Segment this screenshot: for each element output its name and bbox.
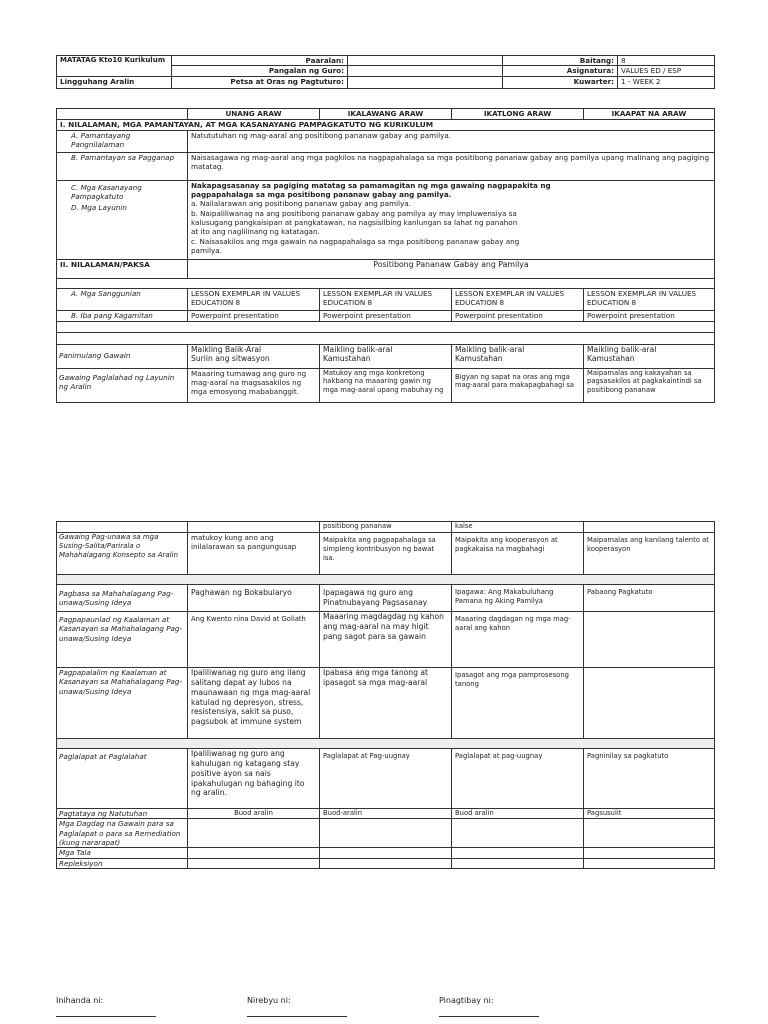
lesson-table-1 xyxy=(56,108,715,403)
layunin-label: D. Mga Layunin xyxy=(71,203,127,213)
section2-title: II. NILALAMAN/PAKSA xyxy=(57,259,188,278)
paglalapat-d2: Paglalapat at Pag-uugnay xyxy=(320,749,452,809)
palalim-d4 xyxy=(584,668,715,739)
tala-d3 xyxy=(452,848,584,858)
pagunawa-d2: Maipakita ang pagpapahalaga sa simpleng kontribusyon ng bawat isa. xyxy=(320,533,452,575)
panimula-d2-b: Kamustahan xyxy=(323,354,371,364)
sanggunian-d4: LESSON EXEMPLAR IN VALUES EDUCATION 8 xyxy=(584,288,715,310)
palalim-d2: Ipabasa ang mga tanong at ipasagot sa mga mag-aaral xyxy=(320,668,452,739)
pagbasa-d1: Paghawan ng Bokabularyo xyxy=(188,585,320,612)
pinagtibay-label: Pinagtibay ni: xyxy=(439,996,494,1005)
kasanayan-layunin-labels xyxy=(57,180,188,259)
panimula-d3 xyxy=(452,344,584,368)
tala-d1 xyxy=(188,848,320,858)
pagunawa-d4: Maipamalas ang kanilang talento at kooperasyon xyxy=(584,533,715,575)
pagunawa-d3: Maipakita ang kooperasyon at pagkakaisa na magbahagi xyxy=(452,533,584,575)
day-header-4: IKAAPAT NA ARAW xyxy=(584,109,715,120)
guro-value[interactable] xyxy=(348,66,503,77)
tala-d4 xyxy=(584,848,715,858)
repleksiyon-d1 xyxy=(188,858,320,868)
cont-d1 xyxy=(188,522,320,533)
header-table xyxy=(56,55,715,89)
paaralan-value[interactable] xyxy=(348,56,503,66)
paglalapat-d4: Pagninilay sa pagkatuto xyxy=(584,749,715,809)
guro-label: Pangalan ng Guro: xyxy=(172,66,348,77)
kasanayan-label: C. Mga Kasanayang Pampagkatuto xyxy=(71,182,142,201)
cont-d4 xyxy=(584,522,715,533)
kasanayan-text xyxy=(188,180,715,259)
panimula-d1-b: Suriin ang sitwasyon xyxy=(191,354,270,364)
paglalahad-d2: Matukoy ang mga konkretong hakbang na maaaring gawin ng mga mag-aaral upang mabuhay ng xyxy=(320,368,452,402)
layunin-b: b. Naipaliliwanag na ang positibong pananaw gabay ang pamilya ay may impluwensiya sa kalusugang pangkaisipan at pangkatawan, na nagsisilbing kanlungan sa lahat ng panahon at ito ang naglilinang ng katatagan. xyxy=(191,208,518,237)
paunlad-d2: Maaaring magdagdag ng kahon ang mag-aaral na may higit pang sagot para sa gawain xyxy=(320,612,452,668)
panimula-d2 xyxy=(320,344,452,368)
panimula-d3-a: Maikling balik-aral xyxy=(455,344,525,354)
day-header-blank xyxy=(57,109,188,120)
section1-title: I. NILALAMAN, MGA PAMANTAYAN, AT MGA KASANAYANG PAMPAGKATUTO NG KURIKULUM xyxy=(57,120,715,131)
kagamitan-d4: Powerpoint presentation xyxy=(584,310,715,321)
sanggunian-d3: LESSON EXEMPLAR IN VALUES EDUCATION 8 xyxy=(452,288,584,310)
lesson-table-2 xyxy=(56,521,715,869)
cont-d3: kalse xyxy=(452,522,584,533)
panimula-d4-b: Kamustahan xyxy=(587,354,635,364)
layunin-a: a. Nailalarawan ang positibong pananaw gabay ang pamilya. xyxy=(191,199,411,209)
pagunawa-label: Gawaing Pag-unawa sa mga Susing-Salita/Parirala o Mahahalagang Konsepto sa Aralin xyxy=(57,533,188,575)
baitang-label: Baitang: xyxy=(503,56,618,66)
day-header-3: IKATLONG ARAW xyxy=(452,109,584,120)
spacer-row xyxy=(57,739,715,749)
layunin-c: c. Naisasakilos ang mga gawain na nagpapahalaga sa mga positibong pananaw gabay ang pamilya. xyxy=(191,236,520,256)
sanggunian-label: A. Mga Sanggunian xyxy=(57,288,188,310)
kagamitan-d2: Powerpoint presentation xyxy=(320,310,452,321)
pagtataya-label: Pagtataya ng Natutuhan xyxy=(57,809,188,819)
sanggunian-d2: LESSON EXEMPLAR IN VALUES EDUCATION 8 xyxy=(320,288,452,310)
paaralan-label: Paaralan: xyxy=(172,56,348,66)
panimula-d1-a: Maikling Balik-Aral xyxy=(191,344,262,354)
repleksiyon-d4 xyxy=(584,858,715,868)
kwarter-label: Kuwarter: xyxy=(503,77,618,89)
baitang-value[interactable]: 8 xyxy=(618,56,715,66)
spacer-row xyxy=(57,332,715,344)
pamantayang-pangnilalaman-text: Natututuhan ng mag-aaral ang positibong pananaw gabay ang pamilya. xyxy=(188,130,715,152)
dagdag-d2 xyxy=(320,819,452,848)
day-header-1: UNANG ARAW xyxy=(188,109,320,120)
panimula-d3-b: Kamustahan xyxy=(455,354,503,364)
panimula-d1 xyxy=(188,344,320,368)
nirebyu-line[interactable] xyxy=(247,1016,347,1017)
asignatura-label: Asignatura: xyxy=(503,66,618,77)
dagdag-d3 xyxy=(452,819,584,848)
tala-label: Mga Tala xyxy=(57,848,188,858)
paglalahad-label: Gawaing Paglalahad ng Layunin ng Aralin xyxy=(57,368,188,402)
paunlad-d4 xyxy=(584,612,715,668)
petsa-label: Petsa at Oras ng Pagtuturo: xyxy=(172,77,348,89)
paunlad-d3: Maaaring dagdagan ng mga mag-aaral ang kahon xyxy=(452,612,584,668)
spacer-row xyxy=(57,575,715,585)
pagtataya-d4: Pagsusulit xyxy=(584,809,715,819)
dagdag-label: Mga Dagdag na Gawain para sa Paglalapat o para sa Remediation (kung nararapat) xyxy=(57,819,188,848)
pagtataya-d3: Buod aralin xyxy=(452,809,584,819)
spacer-row xyxy=(57,278,715,288)
inihanda-line[interactable] xyxy=(56,1016,156,1017)
paunlad-label: Pagpapaunlad ng Kaalaman at Kasanayan sa Mahahalagang Pag-unawa/Susing Ideya xyxy=(57,612,188,668)
pagbasa-d4: Pabaong Pagkatuto xyxy=(584,585,715,612)
pagunawa-d1: matukoy kung ano ang inilalarawan sa pangungusap xyxy=(188,533,320,575)
pamantayan-pagganap-label: B. Pamantayan sa Pagganap xyxy=(57,152,188,180)
nirebyu-label: Nirebyu ni: xyxy=(247,996,291,1005)
palalim-label: Pagpapalalim ng Kaalaman at Kasanayan sa Mahahalagang Pag-unawa/Susing Ideya xyxy=(57,668,188,739)
pagtataya-d1: Buod aralin xyxy=(188,809,320,819)
panimula-label: Panimulang Gawain xyxy=(57,344,188,368)
paglalapat-label: Paglalapat at Paglalahat xyxy=(57,749,188,809)
tala-d2 xyxy=(320,848,452,858)
pamantayan-pagganap-text: Naisasagawa ng mag-aaral ang mga pagkilos na nagpapahalaga sa mga positibong pananaw gabay ang pamilya upang malinang ang pagiging matatag. xyxy=(188,152,715,180)
lesson-type: Lingguhang Aralin xyxy=(57,77,172,89)
dagdag-d4 xyxy=(584,819,715,848)
pagtataya-d2: Buod-aralin xyxy=(320,809,452,819)
paglalahad-d3: Bigyan ng sapat na oras ang mga mag-aaral para makapagbahagi sa xyxy=(452,368,584,402)
pagbasa-d3: Ipagawa: Ang Makabuluhang Pamana ng Aking Pamilya xyxy=(452,585,584,612)
paglalapat-d1: Ipaliliwanag ng guro ang kahulugan ng katagang stay positive ayon sa nais ipakahulugan ng bahaging ito ng aralin. xyxy=(188,749,320,809)
panimula-d2-a: Maikling balik-aral xyxy=(323,344,393,354)
repleksiyon-d3 xyxy=(452,858,584,868)
paglalahad-d4: Maipamalas ang kakayahan sa pagsasakilos at pagkakaintindi sa positibong pananaw xyxy=(584,368,715,402)
paunlad-d1: Ang Kwento nina David at Goliath xyxy=(188,612,320,668)
kagamitan-label: B. Iba pang Kagamitan xyxy=(57,310,188,321)
inihanda-label: Inihanda ni: xyxy=(56,996,104,1005)
kagamitan-d3: Powerpoint presentation xyxy=(452,310,584,321)
panimula-d4-a: Maikling balik-aral xyxy=(587,344,657,354)
petsa-value[interactable] xyxy=(348,77,503,89)
cont-d2: positibong pananaw xyxy=(320,522,452,533)
pagbasa-label: Pagbasa sa Mahahalagang Pag-unawa/Susing Ideya xyxy=(57,585,188,612)
kagamitan-d1: Powerpoint presentation xyxy=(188,310,320,321)
paglalahad-d1: Maaaring tumawag ang guro ng mag-aaral na magsasakilos ng mga emosyong mababanggit. xyxy=(188,368,320,402)
paglalapat-d3: Paglalapat at pag-uugnay xyxy=(452,749,584,809)
pamantayang-pangnilalaman-label: A. Pamantayang Pangnilalaman xyxy=(57,130,188,152)
repleksiyon-label: Repleksiyon xyxy=(57,858,188,868)
cont-blank xyxy=(57,522,188,533)
asignatura-value[interactable]: VALUES ED / ESP xyxy=(618,66,715,77)
curriculum-title: MATATAG Kto10 Kurikulum xyxy=(57,56,172,77)
repleksiyon-d2 xyxy=(320,858,452,868)
day-header-2: IKALAWANG ARAW xyxy=(320,109,452,120)
dagdag-d1 xyxy=(188,819,320,848)
spacer-row xyxy=(57,321,715,332)
pinagtibay-line[interactable] xyxy=(439,1016,539,1017)
kasanayan-main: Nakapagsasanay sa pagiging matatag sa pamamagitan ng mga gawaing nagpapakita ng pagpapahalaga sa mga positibong pananaw gabay ang pamilya. xyxy=(191,180,551,199)
palalim-d3: Ipasagot ang mga pamprosesong tanong xyxy=(452,668,584,739)
kwarter-value[interactable]: 1 - WEEK 2 xyxy=(618,77,715,89)
sanggunian-d1: LESSON EXEMPLAR IN VALUES EDUCATION 8 xyxy=(188,288,320,310)
section2-value: Positibong Pananaw Gabay ang Pamilya xyxy=(188,259,715,278)
palalim-d1: Ipaliliwanag ng guro ang ilang salitang dapat ay lubos na maunawaan ng mga mag-aaral katulad ng depresyon, stress, resistensiya, sakit sa puso, pagsubok at immune system xyxy=(188,668,320,739)
pagbasa-d2: Ipapagawa ng guro ang Pinatnubayang Pagsasanay xyxy=(320,585,452,612)
panimula-d4 xyxy=(584,344,715,368)
